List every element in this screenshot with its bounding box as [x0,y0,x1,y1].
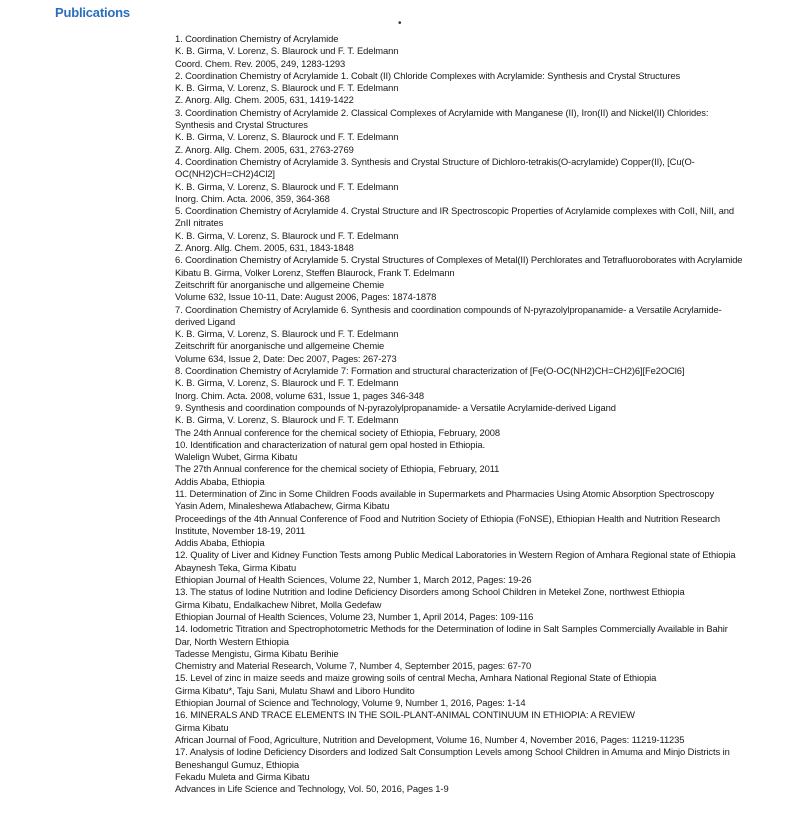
page-title: Publications [55,5,130,20]
publication-line: Fekadu Muleta and Girma Kibatu [175,770,310,782]
publication-line: Abaynesh Teka, Girma Kibatu [175,561,297,573]
publication-list [175,33,747,795]
publication-line: K. B. Girma, V. Lorenz, S. Blaurock und F. T. Edelmann [175,180,399,192]
bullet-marker: • [398,18,402,29]
publication-line: Advances in Life Science and Technology, Vol. 50, 2016, Pages 1-9 [175,783,449,795]
publication-line: Kibatu B. Girma, Volker Lorenz, Steffen Blaurock, Frank T. Edelmann [175,266,455,278]
publication-line: K. B. Girma, V. Lorenz, S. Blaurock und F. T. Edelmann [175,377,399,389]
publication-line: Girma Kibatu, Endalkachew Nibret, Molla Gedefaw [175,598,382,610]
publication-line: 10. Identification and characterization of natural gem opal hosted in Ethiopia. [175,438,486,450]
publication-line: The 24th Annual conference for the chemical society of Ethiopia, February, 2008 [175,426,500,438]
publication-line: K. B. Girma, V. Lorenz, S. Blaurock und F. T. Edelmann [175,229,399,241]
publication-line: K. B. Girma, V. Lorenz, S. Blaurock und F. T. Edelmann [175,45,399,57]
publication-line: Girma Kibatu [175,721,229,733]
publication-line: K. B. Girma, V. Lorenz, S. Blaurock und F. T. Edelmann [175,131,399,143]
publication-line: Walelign Wubet, Girma Kibatu [175,451,298,463]
publication-line: Tadesse Mengistu, Girma Kibatu Berihie [175,647,339,659]
publication-line: Volume 634, Issue 2, Date: Dec 2007, Pages: 267-273 [175,352,397,364]
publication-line: 7. Coordination Chemistry of Acrylamide 6. Synthesis and coordination compounds of N-pyrazolylpropanamide- a Versatile Acrylamide-derived Ligand [175,303,722,327]
publication-line: Chemistry and Material Research, Volume 7, Number 4, September 2015, pages: 67-70 [175,660,532,672]
publication-line: 1. Coordination Chemistry of Acrylamide [175,33,339,44]
publication-line: African Journal of Food, Agriculture, Nutrition and Development, Volume 16, Number 4, November 2016, Pages: 11219-11235 [175,733,685,745]
publication-line: K. B. Girma, V. Lorenz, S. Blaurock und F. T. Edelmann [175,82,399,94]
publication-line: 5. Coordination Chemistry of Acrylamide 4. Crystal Structure and IR Spectroscopic Properties of Acrylamide complexes with CoII, NiII, and ZnII nitrates [175,205,734,229]
publication-line: Zeitschrift für anorganische und allgemeine Chemie [175,340,385,352]
publication-line: Ethiopian Journal of Health Sciences, Volume 23, Number 1, April 2014, Pages: 109-116 [175,610,534,622]
publication-line: Inorg. Chim. Acta. 2008, volume 631, Issue 1, pages 346-348 [175,389,424,401]
publication-line: K. B. Girma, V. Lorenz, S. Blaurock und F. T. Edelmann [175,328,399,340]
publication-line: 4. Coordination Chemistry of Acrylamide 3. Synthesis and Crystal Structure of Dichloro-tetrakis(O-acrylamide) Copper(II), [Cu(O-OC(NH2)CH=CH2)4Cl2] [175,155,695,180]
publication-line: 13. The status of Iodine Nutrition and Iodine Deficiency Disorders among School Children in Metekel Zone, northwest Ethiopia [175,586,685,598]
publication-line: Girma Kibatu*, Taju Sani, Mulatu Shawl and Liboro Hundito [175,684,415,696]
publication-line: Yasin Adem, Minaleshewa Atlabachew, Girma Kibatu [175,500,390,512]
publication-line: 9. Synthesis and coordination compounds of N-pyrazolylpropanamide- a Versatile Acrylamide-derived Ligand [175,401,616,413]
publication-line: 17. Analysis of Iodine Deficiency Disorders and Iodized Salt Consumption Levels among School Children in Amuma and Minjo Districts in Beneshangul Gumuz, Ethiopia [175,746,730,770]
publication-line: 16. MINERALS AND TRACE ELEMENTS IN THE SOIL-PLANT-ANIMAL CONTINUUM IN ETHIOPIA: A REVIEW [175,709,635,721]
publication-line: 12. Quality of Liver and Kidney Function Tests among Public Medical Laboratories in Western Region of Amhara Regional state of Ethiopia [175,549,736,561]
publication-line: 2. Coordination Chemistry of Acrylamide 1. Cobalt (II) Chloride Complexes with Acrylamide: Synthesis and Crystal Structures [175,69,681,81]
publication-line: 14. Iodometric Titration and Spectrophotometric Methods for the Determination of Iodine in Salt Samples Commercially Available in Bahir Dar, North Western Ethiopia [175,623,728,647]
publication-line: Addis Ababa, Ethiopia [175,537,265,549]
publication-line: Volume 632, Issue 10-11, Date: August 2006, Pages: 1874-1878 [175,291,437,303]
publication-line: Zeitschrift für anorganische und allgemeine Chemie [175,278,385,290]
publication-line: Ethiopian Journal of Science and Technology, Volume 9, Number 1, 2016, Pages: 1-14 [175,697,526,709]
publication-line: The 27th Annual conference for the chemical society of Ethiopia, February, 2011 [175,463,500,475]
publication-line: Coord. Chem. Rev. 2005, 249, 1283-1293 [175,57,346,69]
publication-line: Addis Ababa, Ethiopia [175,475,265,487]
publication-line: Z. Anorg. Allg. Chem. 2005, 631, 1843-1848 [175,242,354,254]
publication-line: 11. Determination of Zinc in Some Children Foods available in Supermarkets and Pharmacies Using Atomic Absorption Spectroscopy [175,487,715,499]
publication-line: Inorg. Chim. Acta. 2006, 359, 364-368 [175,192,330,204]
publication-line: 8. Coordination Chemistry of Acrylamide 7: Formation and structural characterization of [Fe(O-OC(NH2)CH=CH2)6][Fe2OCl6] [175,365,685,377]
publication-line: 3. Coordination Chemistry of Acrylamide 2. Classical Complexes of Acrylamide with Manganese (II), Iron(II) and Nickel(II) Chlorides: Synthesis and Crystal Structures [175,106,709,131]
publication-line: Proceedings of the 4th Annual Conference of Food and Nutrition Society of Ethiopia (FoNSE), Ethiopian Health and Nutrition Research Institute, November 18-19, 2011 [175,512,721,536]
publication-line: Z. Anorg. Allg. Chem. 2005, 631, 1419-1422 [175,94,354,106]
publication-line: 6. Coordination Chemistry of Acrylamide 5. Crystal Structures of Complexes of Metal(II) Perchlorates and Tetrafluoroborates with Acrylamide [175,254,743,266]
publication-line: Z. Anorg. Allg. Chem. 2005, 631, 2763-2769 [175,143,354,155]
publication-line: Ethiopian Journal of Health Sciences, Volume 22, Number 1, March 2012, Pages: 19-26 [175,574,532,586]
publication-line: K. B. Girma, V. Lorenz, S. Blaurock und F. T. Edelmann [175,414,399,426]
publication-line: 15. Level of zinc in maize seeds and maize growing soils of central Mecha, Amhara National Regional State of Ethiopia [175,672,657,684]
